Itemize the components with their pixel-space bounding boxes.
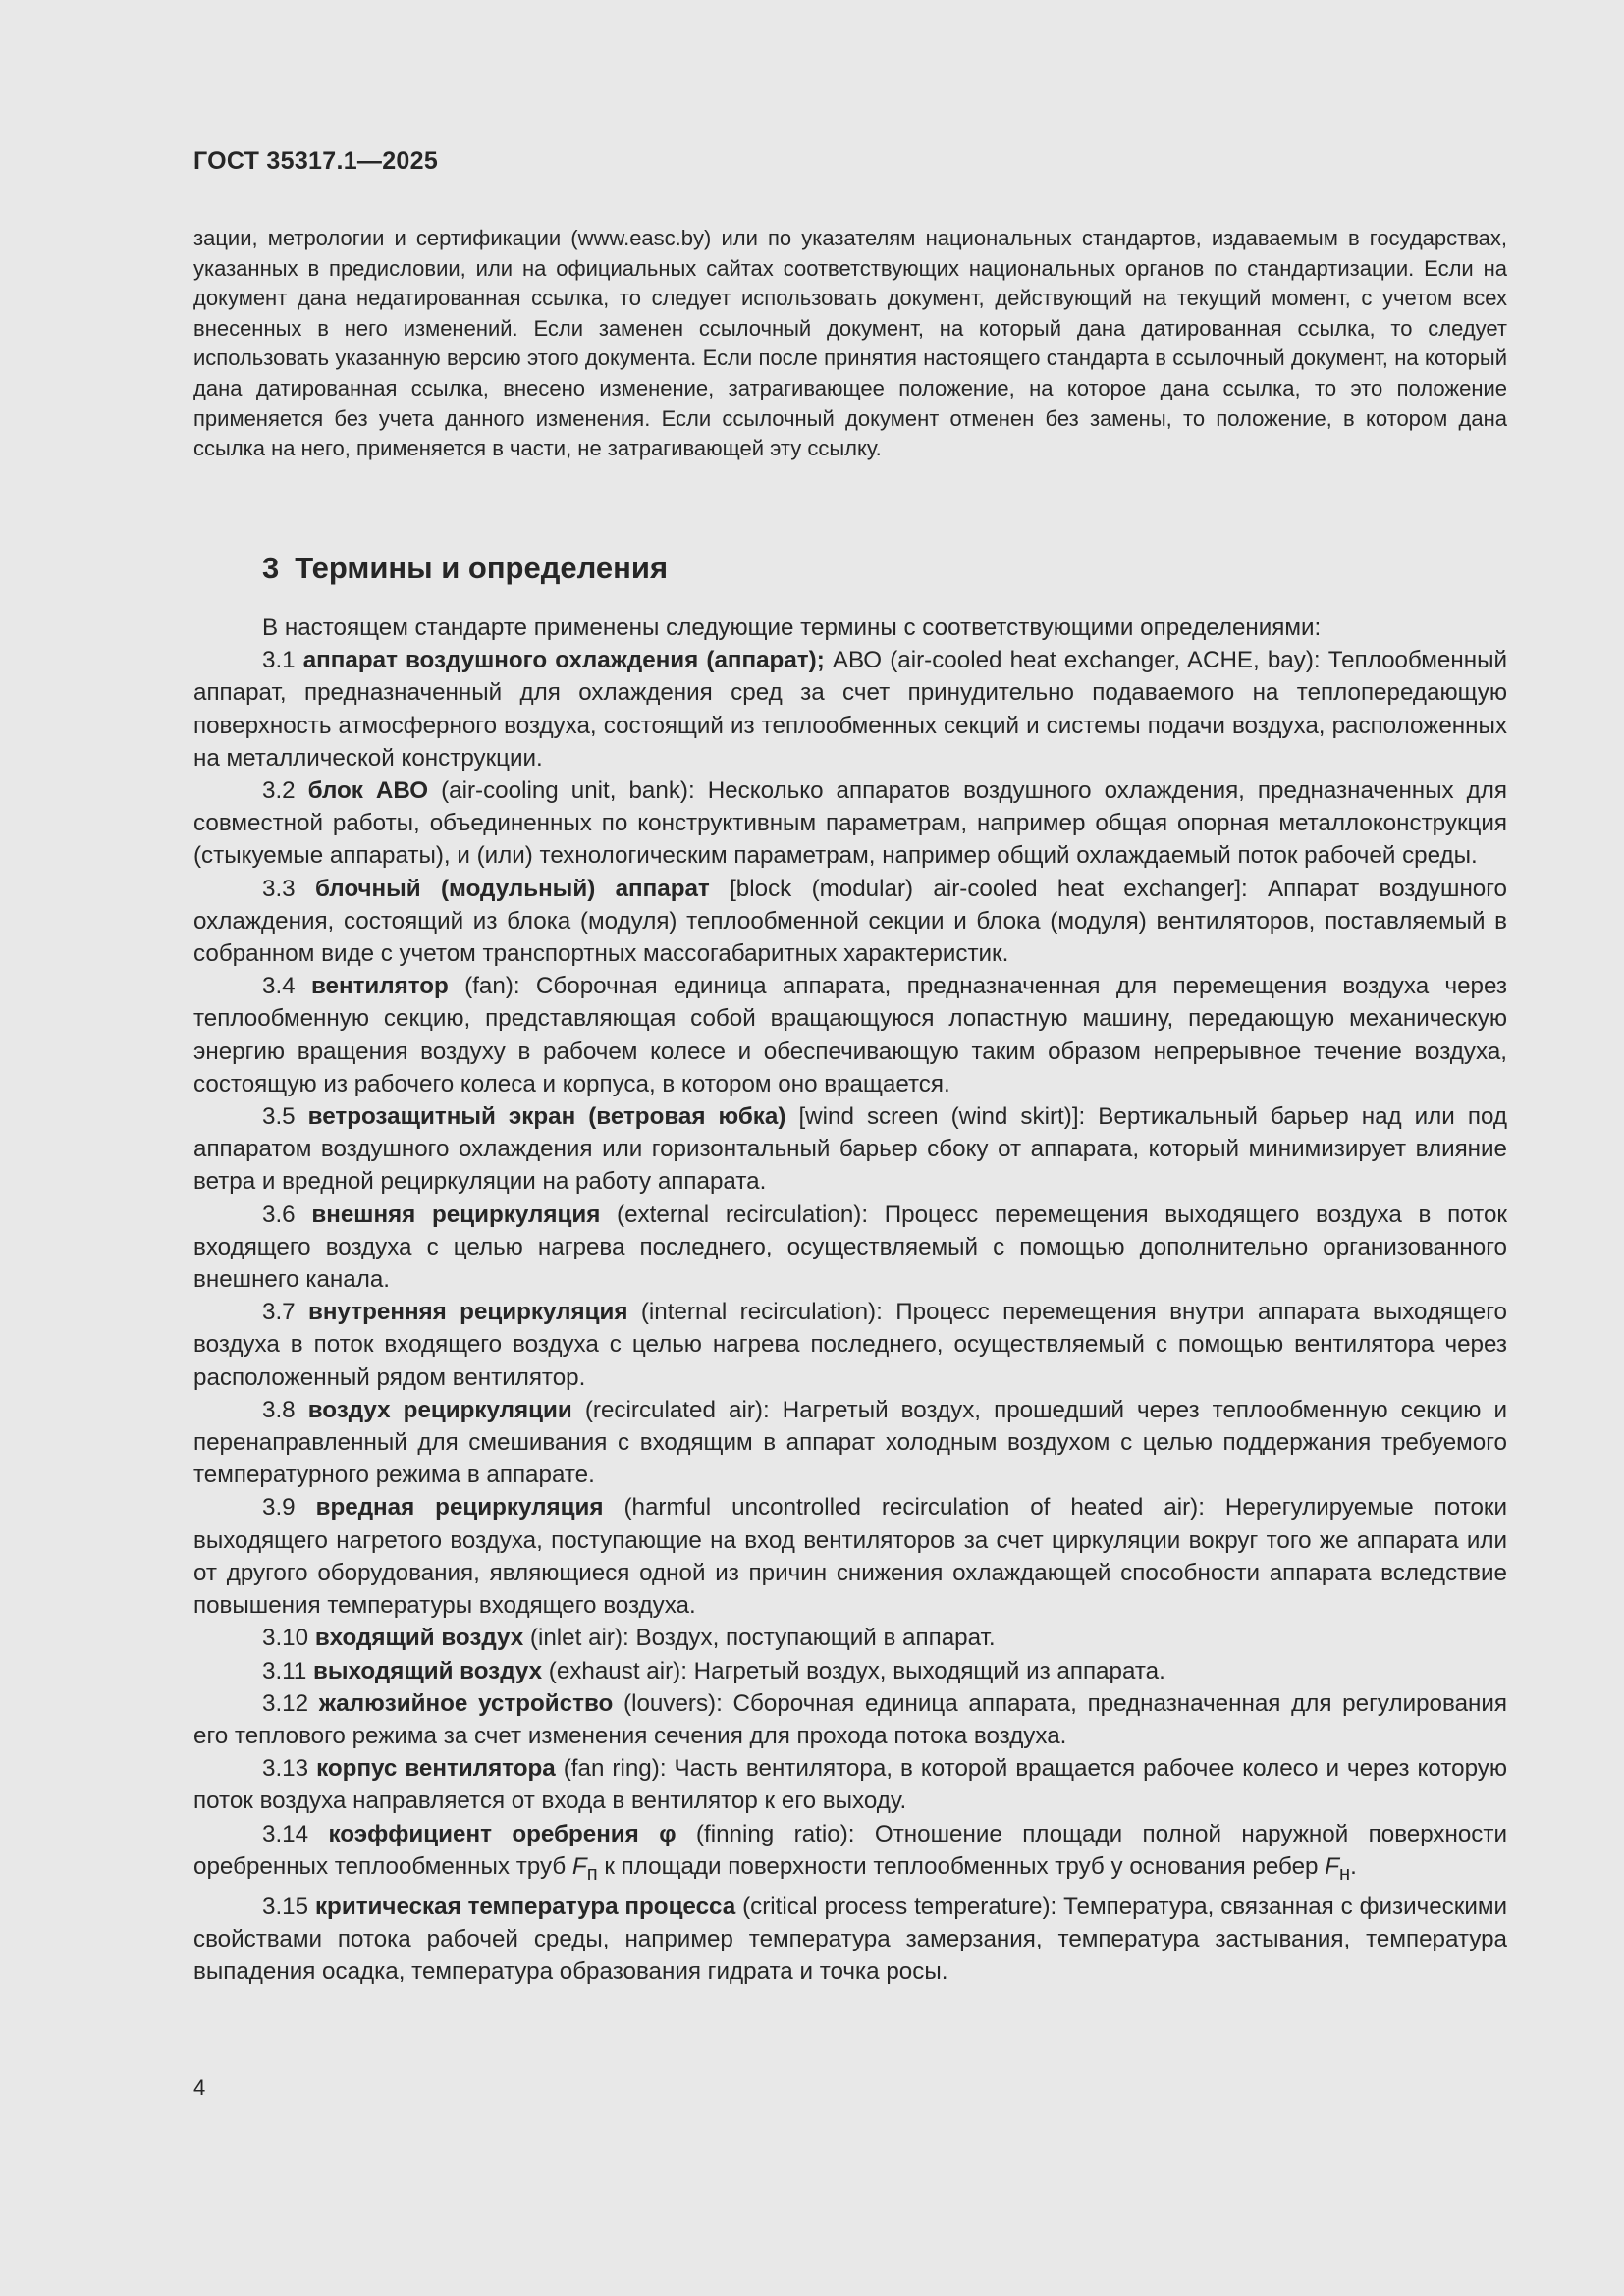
term-definition: (recirculated air): Нагретый воздух, прошедший через теплообменную секцию и перенаправленный для смешивания с входящим в аппарат холодным воздухом с целью поддержания требуемого температурного режима в аппарате. [193, 1396, 1507, 1489]
term-name: выходящий воздух [313, 1657, 543, 1684]
symbol-f-p: F [571, 1852, 587, 1880]
term-definition: (air-cooling unit, bank): Несколько аппаратов воздушного охлаждения, предназначенных для совместной работы, объединенных по конструктивным параметрам, например общая опорная металлоконструкция (стыкуемые аппараты), и (или) технологическим параметрам, например общий охлаждаемый поток рабочей среды. [193, 777, 1507, 870]
term-name: критическая температура процесса [314, 1893, 736, 1920]
term-definition: (internal recirculation): Процесс перемещения внутри аппарата выходящего воздуха в поток входящего воздуха с целью нагрева последнего, осуществляемый с помощью вентилятора через расположенный рядом вентилятор. [193, 1299, 1507, 1391]
term-entry [193, 1622, 1507, 1654]
term-name: аппарат воздушного охлаждения (аппарат); [302, 647, 825, 674]
term-name: входящий воздух [314, 1625, 524, 1652]
term-name: внешняя рециркуляция [311, 1201, 601, 1228]
term-number: 3.14 [262, 1820, 309, 1847]
term-entry [193, 1687, 1507, 1752]
term-number: 3.6 [262, 1201, 296, 1228]
section-title: Термины и определения [295, 551, 669, 585]
term-entry [193, 644, 1507, 774]
term-number: 3.12 [262, 1689, 309, 1717]
term-name: коэффициент оребрения φ [328, 1820, 677, 1847]
section-lead: В настоящем стандарте применены следующие термины с соответствующими определениями: [262, 614, 1322, 641]
term-entry [193, 1891, 1507, 1989]
term-number: 3.5 [262, 1103, 296, 1131]
term-name: вредная рециркуляция [315, 1494, 604, 1522]
term-number: 3.13 [262, 1755, 309, 1783]
intro-block [193, 224, 1507, 464]
term-entry [193, 970, 1507, 1100]
section-number: 3 [262, 551, 280, 585]
term-name: жалюзийное устройство [318, 1689, 614, 1717]
term-number: 3.11 [262, 1657, 307, 1684]
term-entry [193, 1394, 1507, 1492]
page-header: ГОСТ 35317.1—2025 [193, 147, 439, 175]
term-name: ветрозащитный экран (ветровая юбка) [307, 1103, 786, 1131]
term-name: блок АВО [307, 777, 429, 805]
term-entry [193, 873, 1507, 971]
section-heading [262, 551, 668, 586]
term-number: 3.2 [262, 777, 296, 805]
term-entry [193, 1491, 1507, 1622]
symbol-subscript: н [1339, 1862, 1351, 1885]
term-entry [193, 1818, 1507, 1891]
term-definition: АВО (air-cooled heat exchanger, ACHE, bay): Теплообменный аппарат, предназначенный для охлаждения сред за счет принудительно подаваемого на теплопередающую поверхность атмосферного воздуха, состоящий из теплообменных секций и системы подачи воздуха, расположенных на металлической конструкции. [193, 647, 1507, 772]
term-entry [193, 1199, 1507, 1297]
term-name: воздух рециркуляции [307, 1396, 572, 1423]
term-definition: . [1350, 1852, 1357, 1880]
symbol-f-n: F [1325, 1852, 1340, 1880]
term-number: 3.7 [262, 1299, 296, 1326]
page-number: 4 [193, 2075, 206, 2100]
term-definition: (external recirculation): Процесс перемещения выходящего воздуха в поток входящего воздуха с целью нагрева последнего, осуществляемый с помощью дополнительно организованного внешнего канала. [193, 1201, 1507, 1294]
intro-paragraph: зации, метрологии и сертификации (www.easc.by) или по указателям национальных стандартов, издаваемым в государствах, указанных в предисловии, или на официальных сайтах соответствующих национальных органов по стандартизации. Если на документ дана недатированная ссылка, то следует использовать документ, действующий на текущий момент, с учетом всех внесенных в него изменений. Если заменен ссылочный документ, на который дана датированная ссылка, то следует использовать указанную версию этого документа. Если после принятия настоящего стандарта в ссылочный документ, на который дана датированная ссылка, внесено изменение, затрагивающее положение, на которое дана ссылка, то это положение применяется без учета данного изменения. Если ссылочный документ отменен без замены, то положение, в котором дана ссылка на него, применяется в части, не затрагивающей эту ссылку. [193, 226, 1507, 461]
term-entry [193, 1296, 1507, 1394]
term-definition: (critical process temperature): Температура, связанная с физическими свойствами потока рабочей среды, например температура замерзания, температура застывания, температура выпадения осадка, температура образования гидрата и точка росы. [193, 1893, 1507, 1986]
term-name: блочный (модульный) аппарат [314, 875, 710, 902]
term-definition: (fan ring): Часть вентилятора, в которой вращается рабочее колесо и через которую поток воздуха направляется от входа в вентилятор к его выходу. [193, 1755, 1507, 1815]
term-number: 3.9 [262, 1494, 296, 1522]
term-entry [193, 774, 1507, 873]
term-number: 3.10 [262, 1625, 309, 1652]
term-entry [193, 1655, 1507, 1687]
term-definition: [wind screen (wind skirt)]: Вертикальный барьер над или под аппаратом воздушного охлаждения или горизонтальный барьер сбоку от аппарата, который минимизирует влияние ветра и вредной рециркуляции на работу аппарата. [193, 1103, 1507, 1196]
term-definition: (harmful uncontrolled recirculation of heated air): Нерегулируемые потоки выходящего нагретого воздуха, поступающие на вход вентиляторов за счет циркуляции вокруг того же аппарата или от другого оборудования, являющиеся одной из причин снижения охлаждающей способности аппарата вследствие повышения температуры входящего воздуха. [193, 1494, 1507, 1620]
term-definition: к площади поверхности теплообменных труб у основания ребер [597, 1852, 1326, 1880]
term-entry [193, 1752, 1507, 1817]
term-number: 3.4 [262, 973, 296, 1000]
term-number: 3.8 [262, 1396, 296, 1423]
term-definition: (exhaust air): Нагретый воздух, выходящий из аппарата. [542, 1657, 1165, 1684]
term-definition: (louvers): Сборочная единица аппарата, предназначенная для регулирования его теплового режима за счет изменения сечения для прохода потока воздуха. [193, 1689, 1507, 1749]
terms-list [193, 612, 1507, 1988]
symbol-subscript: п [586, 1862, 598, 1885]
term-number: 3.1 [262, 647, 296, 674]
term-entry [193, 1100, 1507, 1199]
term-definition: [block (modular) air-cooled heat exchanger]: Аппарат воздушного охлаждения, состоящий из блока (модуля) теплообменной секции и блока (модуля) вентиляторов, поставляемый в собранном виде с учетом транспортных массогабаритных характеристик. [193, 875, 1507, 968]
term-name: внутренняя рециркуляция [308, 1299, 628, 1326]
term-number: 3.15 [262, 1893, 309, 1920]
term-name: корпус вентилятора [316, 1755, 556, 1783]
term-definition: (fan): Сборочная единица аппарата, предназначенная для перемещения воздуха через теплообменную секцию, представляющая собой вращающуюся лопастную машину, передающую механическую энергию вращения воздуху в рабочем колесе и обеспечивающую таким образом непрерывное течение воздуха, состоящую из рабочего колеса и корпуса, в котором оно вращается. [193, 973, 1507, 1097]
term-definition: (inlet air): Воздух, поступающий в аппарат. [523, 1625, 996, 1652]
term-definition: (finning ratio): Отношение площади полной наружной поверхности оребренных теплообменных труб [193, 1820, 1507, 1880]
term-name: вентилятор [310, 973, 449, 1000]
term-number: 3.3 [262, 875, 296, 902]
